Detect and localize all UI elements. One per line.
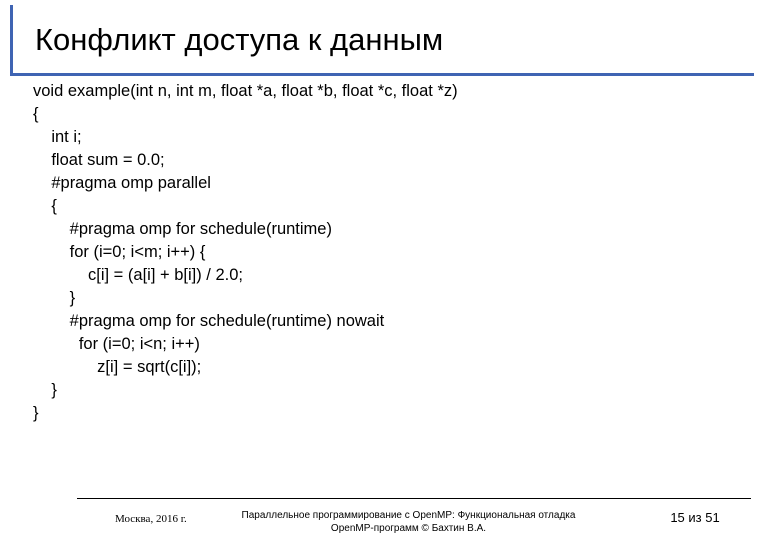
code-line: void example(int n, int m, float *a, float *b, float *c, float *z): [33, 82, 458, 100]
code-line: #pragma omp parallel: [33, 174, 211, 192]
page-number: 15 из 51: [670, 510, 720, 525]
code-line: for (i=0; i<m; i++) {: [33, 243, 206, 261]
code-line: {: [33, 197, 57, 215]
title-accent-underline: [10, 73, 754, 76]
code-line: for (i=0; i<n; i++): [33, 335, 200, 353]
code-line: int i;: [33, 128, 82, 146]
code-line: z[i] = sqrt(c[i]);: [33, 358, 202, 376]
slide-title: Конфликт доступа к данным: [35, 22, 444, 57]
code-line: #pragma omp for schedule(runtime) nowait: [33, 312, 385, 330]
footer-location-date: Москва, 2016 г.: [115, 513, 187, 525]
code-line: {: [33, 105, 39, 123]
code-line: }: [33, 404, 39, 422]
title-accent-vertical-bar: [10, 5, 13, 76]
footer-course-title: Параллельное программирование с OpenMP: Функциональная отладка OpenMP-программ © Бахтин В.А.: [241, 510, 576, 534]
code-line: }: [33, 381, 57, 399]
code-line: #pragma omp for schedule(runtime): [33, 220, 332, 238]
code-line: float sum = 0.0;: [33, 151, 165, 169]
code-block: [33, 80, 763, 425]
code-line: }: [33, 289, 76, 307]
code-line: c[i] = (a[i] + b[i]) / 2.0;: [33, 266, 243, 284]
footer-divider: [77, 498, 751, 499]
